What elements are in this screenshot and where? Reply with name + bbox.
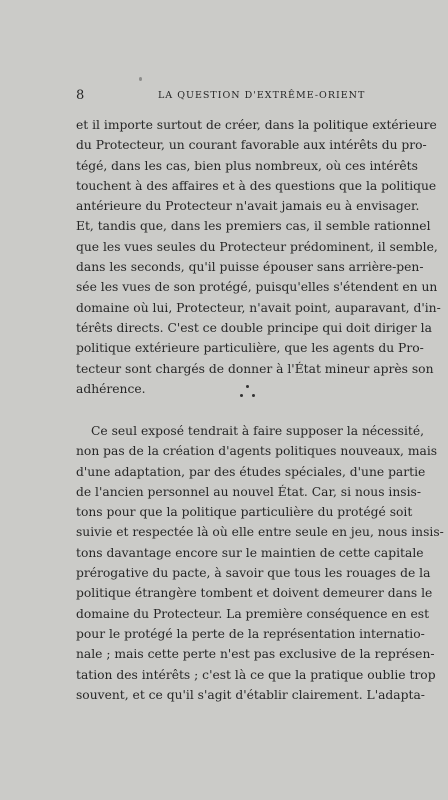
- text-line: Et, tandis que, dans les premiers cas, il semble rationnel: [76, 219, 431, 234]
- running-title: LA QUESTION D'EXTRÊME-ORIENT: [158, 90, 366, 101]
- text-line: de l'ancien personnel au nouvel État. Car, si nous insis-: [76, 484, 421, 499]
- text-line: non pas de la création d'agents politiques nouveaux, mais: [76, 444, 438, 459]
- asterism-dot: [246, 385, 249, 388]
- text-line: tons davantage encore sur le maintien de cette capitale: [76, 545, 424, 560]
- asterism-dot: [252, 394, 255, 397]
- text-line: domaine du Protecteur. La première conséquence en est: [76, 606, 430, 621]
- section-break-asterism: [238, 384, 258, 400]
- text-line: tecteur sont chargés de donner à l'État mineur après son: [76, 361, 434, 376]
- text-line: prérogative du pacte, à savoir que tous les rouages de la: [76, 566, 431, 581]
- text-line: pour le protégé la perte de la représentation internatio-: [76, 626, 425, 641]
- paragraph-2: [76, 421, 444, 705]
- text-line: et il importe surtout de créer, dans la politique extérieure: [76, 118, 437, 132]
- page-number: 8: [76, 88, 85, 103]
- page-header: [76, 88, 410, 104]
- text-line: politique extérieure particulière, que les agents du Pro-: [76, 341, 424, 356]
- text-line: domaine où lui, Protecteur, n'avait point, auparavant, d'in-: [76, 300, 441, 315]
- text-line: tons pour que la politique particulière du protégé soit: [76, 505, 413, 520]
- text-line: souvent, et ce qu'il s'agit d'établir clairement. L'adapta-: [76, 687, 425, 702]
- text-line: touchent à des affaires et à des questions que la politique: [76, 178, 437, 193]
- paragraph-1: [76, 115, 441, 399]
- text-line: Ce seul exposé tendrait à faire supposer la nécessité,: [91, 424, 425, 438]
- text-line: nale ; mais cette perte n'est pas exclusive de la représen-: [76, 647, 435, 662]
- text-line: politique étrangère tombent et doivent demeurer dans le: [76, 586, 433, 601]
- text-line: que les vues seules du Protecteur prédominent, il semble,: [76, 239, 438, 254]
- text-line: tation des intérêts ; c'est là ce que la pratique oublie trop: [76, 667, 436, 682]
- text-line: dans les seconds, qu'il puisse épouser sans arrière-pen-: [76, 260, 424, 275]
- text-line: adhérence.: [76, 381, 146, 396]
- paper-speck: [139, 77, 142, 81]
- text-line: sée les vues de son protégé, puisqu'elles s'étendent en un: [76, 280, 438, 295]
- asterism-dot: [240, 394, 243, 397]
- text-line: antérieure du Protecteur n'avait jamais eu à envisager.: [76, 199, 420, 214]
- text-line: suivie et respectée là où elle entre seule en jeu, nous insis-: [76, 525, 444, 540]
- text-line: tégé, dans les cas, bien plus nombreux, où ces intérêts: [76, 158, 418, 173]
- text-line: d'une adaptation, par des études spéciales, d'une partie: [76, 464, 426, 479]
- text-line: du Protecteur, un courant favorable aux intérêts du pro-: [76, 138, 427, 153]
- text-line: térêts directs. C'est ce double principe qui doit diriger la: [76, 320, 432, 335]
